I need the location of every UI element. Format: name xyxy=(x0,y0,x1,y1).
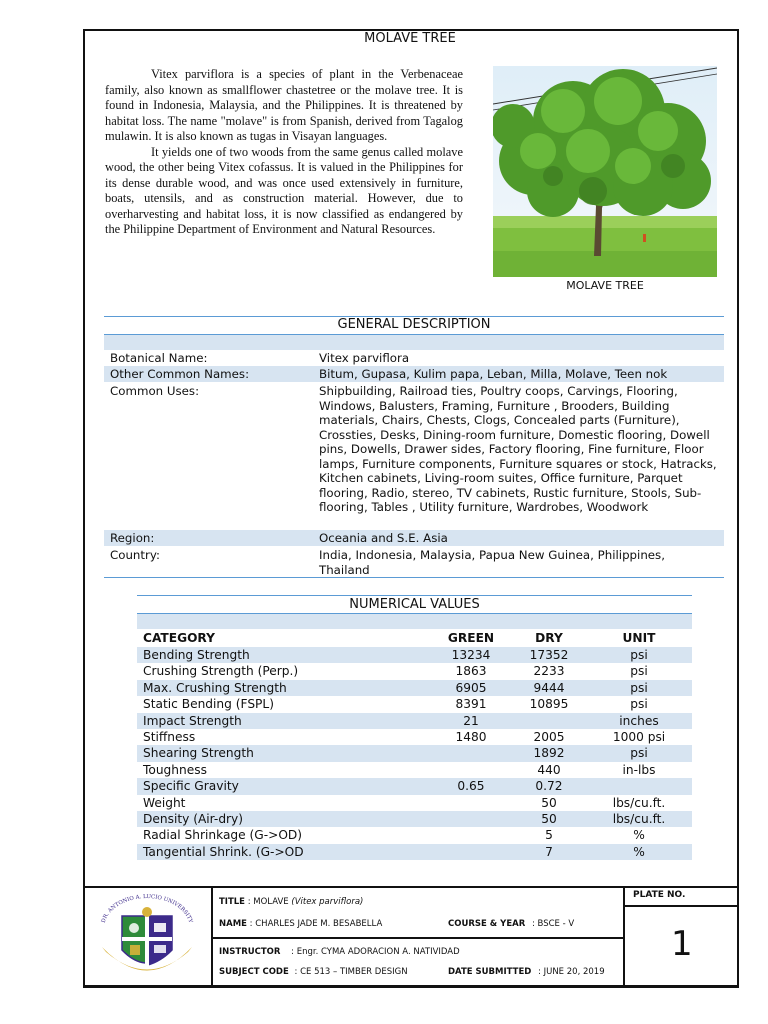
name-value: : CHARLES JADE M. BESABELLA xyxy=(249,919,383,929)
cell-dry: 7 xyxy=(545,844,553,859)
numerical-values-header-row xyxy=(137,630,692,646)
cell-unit: psi xyxy=(630,697,648,712)
cell-dry: 50 xyxy=(541,795,557,810)
numerical-values-top-rule xyxy=(137,595,692,596)
gd-label: Common Uses: xyxy=(110,384,200,398)
gd-value: India, Indonesia, Malaysia, Papua New Guinea, Philippines, Thailand xyxy=(319,548,665,577)
numerical-values-row xyxy=(137,827,692,843)
document-title: MOLAVE TREE xyxy=(364,31,456,46)
subject-label: SUBJECT CODE xyxy=(219,967,289,977)
cell-green: 6905 xyxy=(455,680,487,695)
cell-category: Max. Crushing Strength xyxy=(143,680,287,695)
cell-category: Specific Gravity xyxy=(143,779,239,794)
cell-unit: lbs/cu.ft. xyxy=(612,795,666,810)
course-value: : BSCE - V xyxy=(531,919,575,929)
cell-unit: % xyxy=(633,844,645,859)
numerical-values-row xyxy=(137,729,692,745)
numerical-values-heading: NUMERICAL VALUES xyxy=(349,597,480,612)
photo-caption: MOLAVE TREE xyxy=(566,279,644,292)
cell-unit: psi xyxy=(630,664,648,679)
gd-value: Vitex parviflora xyxy=(319,351,410,365)
general-description-heading: GENERAL DESCRIPTION xyxy=(337,317,491,332)
date-value: : JUNE 20, 2019 xyxy=(538,967,605,977)
numerical-values-row xyxy=(137,647,692,663)
cell-dry: 0.72 xyxy=(535,779,563,794)
cell-category: Tangential Shrink. (G->OD xyxy=(143,844,304,859)
cell-category: Bending Strength xyxy=(143,648,250,662)
cell-category: Toughness xyxy=(143,762,207,777)
plate-number-divider xyxy=(623,905,739,907)
title-italic: (Vitex parviflora) xyxy=(291,897,364,907)
instructor-label: INSTRUCTOR xyxy=(219,947,281,957)
cell-unit: psi xyxy=(630,680,648,695)
numerical-values-row xyxy=(137,795,692,811)
intro-text xyxy=(105,67,463,238)
title-row xyxy=(219,897,363,907)
cell-category: Shearing Strength xyxy=(143,746,254,761)
cell-category: Impact Strength xyxy=(143,713,242,728)
numerical-values-row xyxy=(137,680,692,696)
numerical-values-spacer-stripe xyxy=(137,614,692,629)
instructor-value: : Engr. CYMA ADORACION A. NATIVIDAD xyxy=(291,947,460,957)
cell-green: 8391 xyxy=(455,697,487,712)
cell-dry: 2005 xyxy=(533,730,565,744)
plate-number: 1 xyxy=(671,924,693,964)
general-description-spacer-stripe xyxy=(104,335,724,350)
cell-category: Density (Air-dry) xyxy=(143,812,244,826)
cell-dry: 1892 xyxy=(533,746,565,761)
date-label: DATE SUBMITTED xyxy=(448,967,532,977)
gd-label: Botanical Name: xyxy=(110,351,208,365)
molave-tree-photo xyxy=(493,66,717,277)
column-header-category: CATEGORY xyxy=(143,631,215,645)
plate-number-label: PLATE NO. xyxy=(633,890,686,900)
cell-unit: inches xyxy=(619,713,659,728)
gd-value: Shipbuilding, Railroad ties, Poultry coops, Carvings, Flooring, Windows, Balusters, Framing, Furniture , Brooders, Building materials, Chairs, Chests, Clogs, Concealed parts (Furniture), Crossties, Desks, Dining-room furniture, Domestic flooring, Dowell pins, Dowells, Drawer sides, Factory flooring, Fine furniture, Floor lamps, Furniture components, Furniture squares or stock, Hatracks, Kitchen cabinets, Living-room suites, Office furniture, Parquet flooring, Radio, stereo, TV cabinets, Rustic furniture, Stools, Sub-flooring, Tables , Utility furniture, Wardrobes, Woodwork xyxy=(319,384,717,514)
numerical-values-row xyxy=(137,745,692,761)
cell-green: 1863 xyxy=(455,664,487,679)
gd-value: Oceania and S.E. Asia xyxy=(319,531,448,545)
instructor-row xyxy=(219,947,460,957)
cell-category: Static Bending (FSPL) xyxy=(143,697,274,712)
name-label: NAME xyxy=(219,919,247,929)
cell-dry: 9444 xyxy=(533,680,565,695)
cell-green: 13234 xyxy=(451,648,491,662)
date-row xyxy=(448,967,605,977)
cell-dry: 10895 xyxy=(529,697,569,712)
cell-unit: lbs/cu.ft. xyxy=(612,812,666,826)
university-logo xyxy=(92,892,202,984)
title-block-divider-horizontal xyxy=(211,937,625,939)
title-label: TITLE xyxy=(219,897,245,907)
cell-green: 0.65 xyxy=(457,779,485,794)
cell-category: Radial Shrinkage (G->OD) xyxy=(143,828,303,843)
cell-unit: in-lbs xyxy=(622,762,656,777)
cell-unit: % xyxy=(633,828,645,843)
cell-dry: 50 xyxy=(541,812,557,826)
cell-green: 1480 xyxy=(455,730,487,744)
gd-value: Bitum, Gupasa, Kulim papa, Leban, Milla, Molave, Teen nok xyxy=(319,367,668,381)
cell-dry: 2233 xyxy=(533,664,565,679)
course-label: COURSE & YEAR xyxy=(448,919,526,929)
cell-unit: psi xyxy=(630,648,648,662)
cell-dry: 5 xyxy=(545,828,553,843)
cell-category: Crushing Strength (Perp.) xyxy=(143,664,299,679)
general-description-bottom-rule xyxy=(104,577,724,578)
cell-dry: 17352 xyxy=(529,648,569,662)
title-value: : MOLAVE xyxy=(247,897,289,907)
gd-label: Country: xyxy=(110,548,160,562)
numerical-values-row xyxy=(137,778,692,794)
column-header-green: GREEN xyxy=(447,631,495,645)
cell-dry: 440 xyxy=(537,762,561,777)
cell-unit: 1000 psi xyxy=(612,730,666,744)
numerical-values-row xyxy=(137,844,692,860)
subject-row xyxy=(219,967,408,977)
cell-category: Weight xyxy=(143,795,186,810)
column-header-unit: UNIT xyxy=(622,631,656,645)
intro-paragraph-1: Vitex parviflora is a species of plant in the Verbenaceae family, also known as smallflower chastetree or the molave tree. It is found in Indonesia, Malaysia, and the Philippines. It is threatened by habitat loss. The name "molave" is from Spanish, derived from Tagalog mulawin. It is also known as tugas in Visayan languages. xyxy=(105,67,463,143)
cell-unit: psi xyxy=(630,746,648,761)
numerical-values-row xyxy=(137,696,692,712)
intro-paragraph-2: It yields one of two woods from the same genus called molave wood, the other being Vitex cofassus. It is valued in the Philippines for its dense durable wood, and was once used extensively in furniture, boats, utensils, and as construction material. However, due to overharvesting and habitat loss, it is now classified as endangered by the Philippine Department of Environment and Natural Resources. xyxy=(105,144,463,236)
cell-category: Stiffness xyxy=(143,730,196,744)
gd-label: Region: xyxy=(110,531,155,545)
course-row xyxy=(448,919,574,929)
numerical-values-row xyxy=(137,762,692,778)
column-header-dry: DRY xyxy=(535,631,563,645)
name-row xyxy=(219,919,382,929)
numerical-values-row xyxy=(137,811,692,827)
numerical-values-row xyxy=(137,713,692,729)
numerical-values-row xyxy=(137,663,692,679)
subject-value: : CE 513 – TIMBER DESIGN xyxy=(294,967,408,977)
logo-arc-text: DR. ANTONIO A. LUCIO UNIVERSITY xyxy=(100,893,194,924)
gd-label: Other Common Names: xyxy=(110,367,250,381)
cell-green: 21 xyxy=(463,713,479,728)
